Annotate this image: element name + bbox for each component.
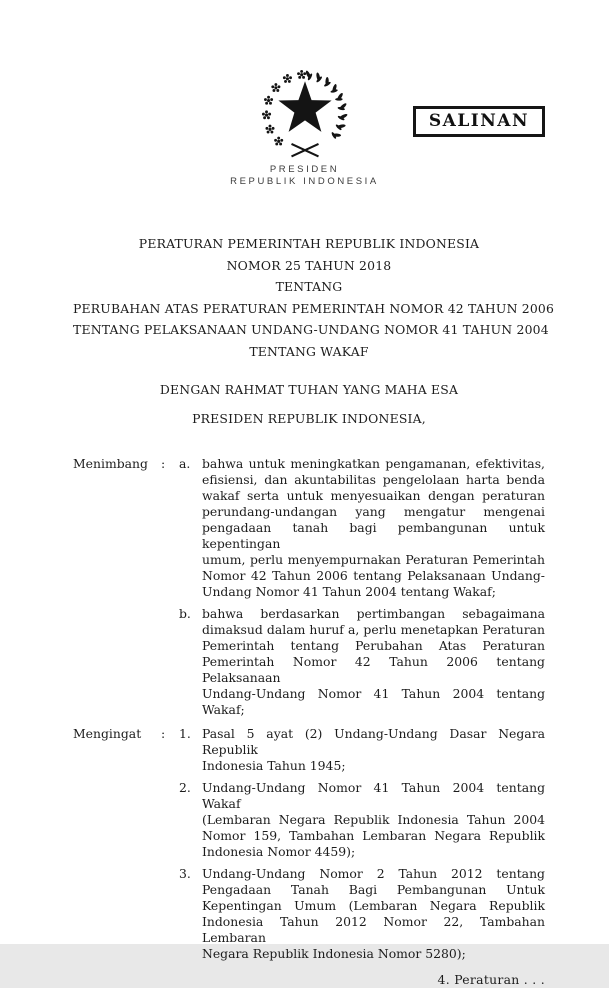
document-body — [73, 233, 555, 988]
invocation-line: DENGAN RAHMAT TUHAN YANG MAHA ESA — [159, 382, 459, 397]
legal-basis-items — [179, 726, 545, 962]
item-marker: 3. — [179, 866, 191, 881]
item-text: Undang-Undang Nomor 41 Tahun 2004 tentang Wakaf (Lembaran Negara Republik Indonesia Tahun 2004 Nomor 159, Tambahan Lembaran Negara Republik Indonesia Nomor 4459); — [202, 780, 545, 859]
mengingat-label: Mengingat — [73, 726, 142, 741]
consideration-item-b — [179, 606, 545, 718]
letterhead — [0, 164, 609, 188]
item-text: bahwa berdasarkan pertimbangan sebagaimana dimaksud dalam huruf a, perlu menetapkan Peraturan Pemerintah tentang Perubahan Atas Peraturan Pemerintah Nomor 42 Tahun 2006 tentang Pelaksanaan Undang-Undang Nomor 41 Tahun 2004 tentang Wakaf; — [202, 606, 545, 717]
authority-line: PRESIDEN REPUBLIK INDONESIA, — [192, 411, 426, 426]
item-marker: a. — [179, 456, 191, 471]
letterhead-republik-indonesia: REPUBLIK INDONESIA — [230, 176, 379, 187]
item-text: bahwa untuk meningkatkan pengamanan, efektivitas, efisiensi, dan akuntabilitas pengelolaan harta benda wakaf serta untuk menyesuaikan dengan peraturan perundang-undangan yang mengatur mengenai pengadaan tanah bagi pembangunan untuk kepentingan umum, perlu menyempurnakan Peraturan Pemerintah Nomor 42 Tahun 2006 tentang Pelaksanaan Undang- Undang Nomor 41 Tahun 2004 tentang Wakaf; — [202, 456, 545, 599]
item-marker: b. — [179, 606, 191, 621]
presidential-star-wreath-emblem — [251, 68, 359, 162]
item-text: Pasal 5 ayat (2) Undang-Undang Dasar Negara Republik Indonesia Tahun 1945; — [202, 726, 545, 773]
item-marker: 2. — [179, 780, 191, 795]
star-icon — [278, 81, 331, 132]
consideration-item-a — [179, 456, 545, 600]
item-marker: 1. — [179, 726, 191, 741]
considerations-items — [179, 456, 545, 718]
considerations-section — [73, 456, 545, 718]
menimbang-label: Menimbang — [73, 456, 148, 471]
legal-basis-item-1 — [179, 726, 545, 774]
menimbang-colon: : — [161, 456, 166, 471]
salinan-stamp — [413, 106, 545, 137]
legal-basis-section — [73, 726, 545, 962]
regulation-title: PERATURAN PEMERINTAH REPUBLIK INDONESIA NOMOR 25 TAHUN 2018 TENTANG PERUBAHAN ATAS PERATURAN PEMERINTAH NOMOR 42 TAHUN 2006 TENTANG PELAKSANAAN UNDANG-UNDANG NOMOR 41 TAHUN 2004 TENTANG WAKAF — [73, 236, 555, 359]
letterhead-presiden: PRESIDEN — [269, 164, 340, 175]
page-continuation-catchword: 4. Peraturan . . . — [437, 972, 545, 987]
legal-basis-item-3 — [179, 866, 545, 962]
item-text: Undang-Undang Nomor 2 Tahun 2012 tentang Pengadaan Tanah Bagi Pembangunan Untuk Kepentingan Umum (Lembaran Negara Republik Indonesia Tahun 2012 Nomor 22, Tambahan Lembaran Negara Republik Indonesia Nomor 5280); — [202, 866, 545, 961]
mengingat-colon: : — [161, 726, 166, 741]
legal-basis-item-2 — [179, 780, 545, 860]
salinan-label: SALINAN — [428, 111, 529, 131]
